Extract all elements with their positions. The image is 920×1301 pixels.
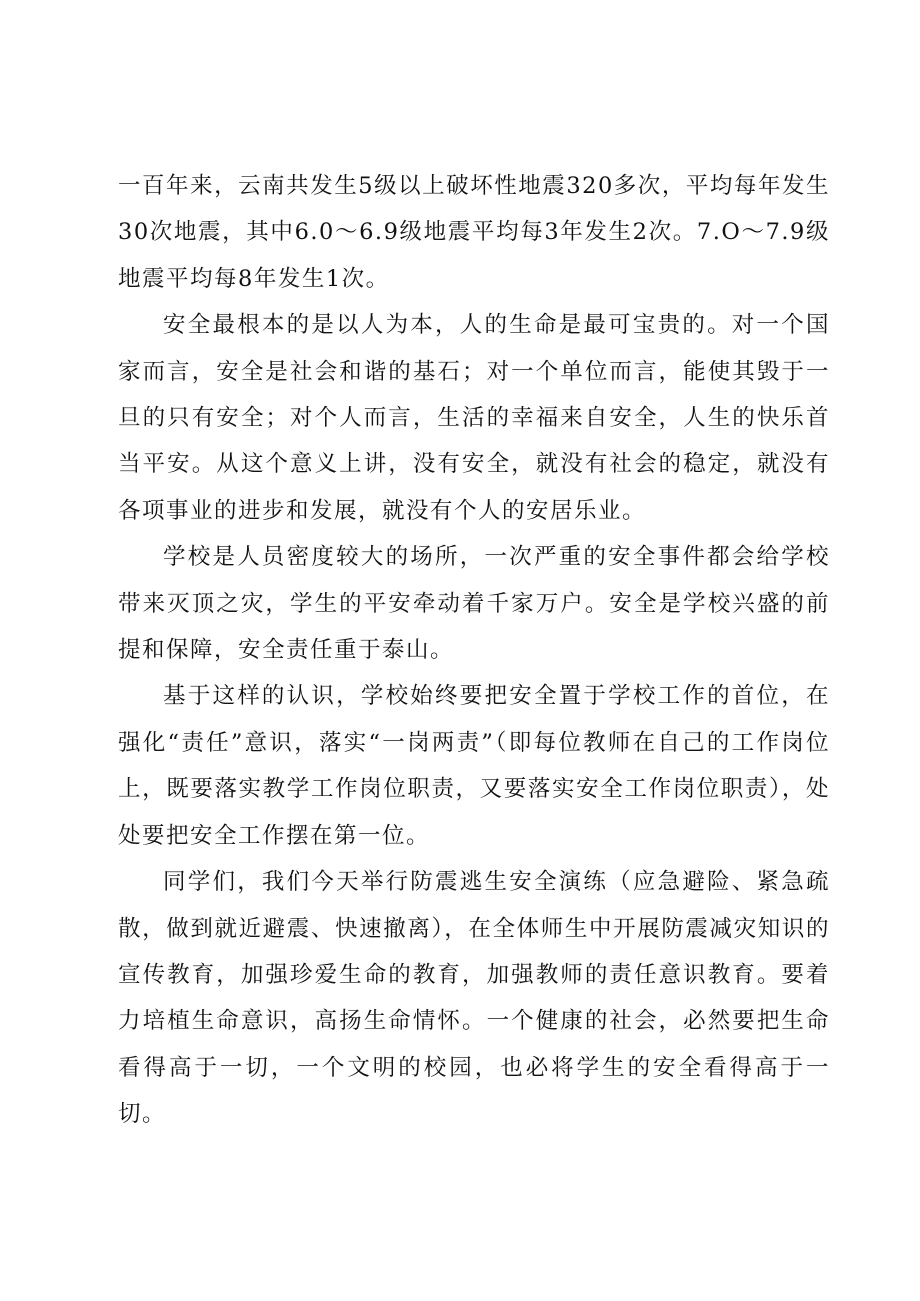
paragraph-earthquake-stats: 一百年来，云南共发生5级以上破坏性地震320多次，平均每年发生30次地震，其中6.0～6.9级地震平均每3年发生2次。7.O～7.9级地震平均每8年发生1次。 [118,173,830,292]
paragraph-school-safety: 学校是人员密度较大的场所，一次严重的安全事件都会给学校带来灭顶之灾，学生的平安牵动着千家万户。安全是学校兴盛的前提和保障，安全责任重于泰山。 [118,544,830,664]
paragraph-drill: 同学们，我们今天举行防震逃生安全演练（应急避险、紧急疏散，做到就近避震、快速撤离），在全体师生中开展防震减灾知识的宣传教育，加强珍爱生命的教育，加强教师的责任意识教育。要着力培植生命意识，高扬生命情怀。一个健康的社会，必然要把生命看得高于一切，一个文明的校园，也必将学生的安全看得高于一切。 [118,869,830,1128]
document-body [118,163,830,1138]
paragraph-safety-foundation: 安全最根本的是以人为本，人的生命是最可宝贵的。对一个国家而言，安全是社会和谐的基石；对一个单位而言，能使其毁于一旦的只有安全；对个人而言，生活的幸福来自安全，人生的快乐首当平安。从这个意义上讲，没有安全，就没有社会的稳定，就没有各项事业的进步和发展，就没有个人的安居乐业。 [118,312,830,524]
paragraph-responsibility: 基于这样的认识，学校始终要把安全置于学校工作的首位，在强化“责任”意识，落实“一岗两责”（即每位教师在自己的工作岗位上，既要落实教学工作岗位职责，又要落实安全工作岗位职责），处处要把安全工作摆在第一位。 [118,683,830,849]
